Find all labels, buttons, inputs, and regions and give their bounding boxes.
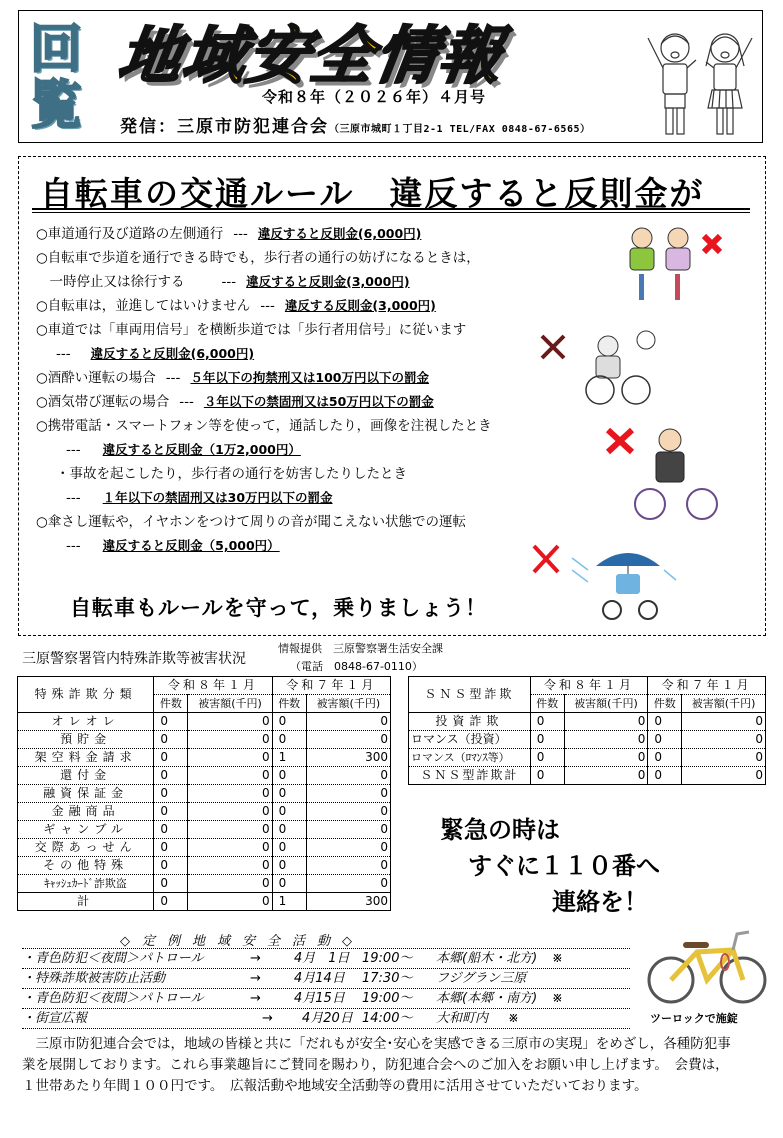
table-row: 投資詐欺 0 0 0 0: [409, 713, 766, 731]
table-row: ギャンブル 0 0 0 0: [18, 821, 391, 839]
col-count: 件数: [530, 695, 564, 713]
umbrella-cycling-icon: [528, 540, 678, 620]
children-waving-icon: [640, 10, 763, 143]
rule-item: ○車道では「車両用信号」を横断歩道では「歩行者用信号」に従います: [36, 322, 467, 338]
source-label: 情報提供 三原警察署生活安全課: [278, 642, 443, 655]
table-row: 交際あっせん 0 0 0 0: [18, 839, 391, 857]
rule-item: ○傘さし運転や，イヤホンをつけて周りの音が聞こえない状態での運転: [36, 514, 467, 530]
bicycle-lock-icon: [645, 928, 770, 1008]
drunk-cycling-icon: [538, 330, 673, 408]
special-fraud-table: [17, 676, 391, 911]
rule-item: ○酒酔い運転の場合 --- ５年以下の拘禁刑又は100万円以下の罰金: [36, 370, 429, 386]
emergency-notice: [440, 812, 660, 920]
table-row: オレオレ 0 0 0 0: [18, 713, 391, 731]
issue-date: 令和８年（２０２６年）４月号: [262, 88, 487, 106]
rule-item: ・事故を起こしたり，歩行者の通行を妨害したりしたとき: [56, 466, 407, 482]
table-row: ロマンス（投資） 0 0 0 0: [409, 731, 766, 749]
title-underline: [32, 208, 750, 213]
kairan-char-1: 回: [30, 19, 83, 80]
col-count: 件数: [272, 695, 306, 713]
activity-item: ・街宣広報 → 4月20日 14:00～ 大和町内 ※: [22, 1009, 630, 1029]
rule-item: ○車道通行及び道路の左側通行 --- 違反すると反則金(6,000円): [36, 226, 422, 242]
table-header-category: ＳＮＳ型詐欺: [409, 677, 531, 713]
period-current: 令和８年１月: [154, 677, 272, 695]
rule-item: ○自転車は，並進してはいけません --- 違反する反則金(3,000円): [36, 298, 436, 314]
source-phone: （電話 0848-67-0110）: [290, 660, 423, 673]
activity-item: ・青色防犯＜夜間＞パトロール → 4月 1日 19:00～ 本郷(船木・北方) ※: [22, 949, 630, 969]
col-amount: 被害額(千円): [682, 695, 766, 713]
kairan-char-2: 覧: [30, 75, 83, 136]
newsletter-title: 地域安全情報: [114, 19, 509, 92]
period-current: 令和８年１月: [530, 677, 648, 695]
emergency-line-1: 緊急の時は: [440, 816, 560, 844]
side-by-side-cycling-icon: [620, 226, 730, 302]
publisher-address: （三原市城町１丁目2-1 TEL/FAX 0848-67-6565）: [329, 124, 591, 135]
rule-item: ○自転車で歩道を通行できる時でも，歩行者の通行の妨げになるときは，: [36, 250, 480, 266]
slogan: 自転車もルールを守って，乗りましょう！: [70, 596, 488, 620]
emergency-line-2: すぐに１１０番へ: [468, 852, 660, 880]
rule-item: --- 違反すると反則金（5,000円）: [66, 538, 280, 554]
rule-item: ○酒気帯び運転の場合 --- ３年以下の禁固刑又は50万円以下の罰金: [36, 394, 434, 410]
fraud-stats-title: 三原警察署管内特殊詐欺等被害状況: [22, 651, 246, 667]
table-row: その他特殊 0 0 0 0: [18, 857, 391, 875]
col-amount: 被害額(千円): [188, 695, 272, 713]
col-amount: 被害額(千円): [306, 695, 390, 713]
publisher-name: 発信：三原市防犯連合会: [120, 117, 329, 137]
table-total-row: 計 0 0 1 300: [18, 893, 391, 911]
kairan-badge: [30, 19, 100, 136]
phone-cycling-icon: [600, 426, 730, 522]
table-row: ロマンス（ﾛﾏﾝｽ等） 0 0 0 0: [409, 749, 766, 767]
rule-item: --- 違反すると反則金(6,000円): [56, 346, 255, 362]
activity-item: ・青色防犯＜夜間＞パトロール → 4月15日 19:00～ 本郷(本郷・南方) ※: [22, 989, 630, 1009]
activity-item: ・特殊詐欺被害防止活動 → 4月14日 17:30～ フジグラン三原: [22, 969, 630, 989]
sns-fraud-table: [408, 676, 766, 785]
period-previous: 令和７年１月: [272, 677, 390, 695]
table-row: 還付金 0 0 0 0: [18, 767, 391, 785]
col-amount: 被害額(千円): [564, 695, 648, 713]
publisher: [120, 112, 591, 137]
fraud-source: [278, 640, 443, 676]
table-row: ｷｬｯｼｭｶｰﾄﾞ詐欺盗 0 0 0 0: [18, 875, 391, 893]
membership-notice: 三原市防犯連合会では，地域の皆様と共に「だれもが安全･安心を実感できる三原市の実現」をめざし，各種防犯事業を展開しております。これら事業趣旨にご賛同を賜わり，防犯連合会へのご加入をお願い申し上げます。 会費は，１世帯あたり年間１００円です。 広報活動や地域安全活動等の費用に活用させていただいております。: [22, 1036, 731, 1094]
table-total-row: ＳＮＳ型詐欺計 0 0 0 0: [409, 767, 766, 785]
table-row: 預貯金 0 0 0 0: [18, 731, 391, 749]
rules-title: 自転車の交通ルール 違反すると反則金が: [40, 174, 705, 213]
rule-item: --- １年以下の禁固刑又は30万円以下の罰金: [66, 490, 333, 506]
bike-lock-caption: ツーロックで施錠: [650, 1012, 738, 1025]
col-count: 件数: [648, 695, 682, 713]
table-header-category: 特殊詐欺分類: [18, 677, 154, 713]
rule-item: --- 違反すると反則金（1万2,000円）: [66, 442, 301, 458]
col-count: 件数: [154, 695, 188, 713]
rule-item: 一時停止又は徐行する --- 違反すると反則金(3,000円): [36, 274, 410, 290]
rule-item: ○携帯電話・スマートフォン等を使って，通話したり，画像を注視したとき: [36, 418, 492, 434]
activities-title: ◇定例地域安全活動◇: [120, 934, 364, 949]
period-previous: 令和７年１月: [648, 677, 766, 695]
emergency-line-3: 連絡を！: [552, 888, 648, 916]
table-row: 融資保証金 0 0 0 0: [18, 785, 391, 803]
table-row: 金融商品 0 0 0 0: [18, 803, 391, 821]
table-row: 架空料金請求 0 0 1 300: [18, 749, 391, 767]
